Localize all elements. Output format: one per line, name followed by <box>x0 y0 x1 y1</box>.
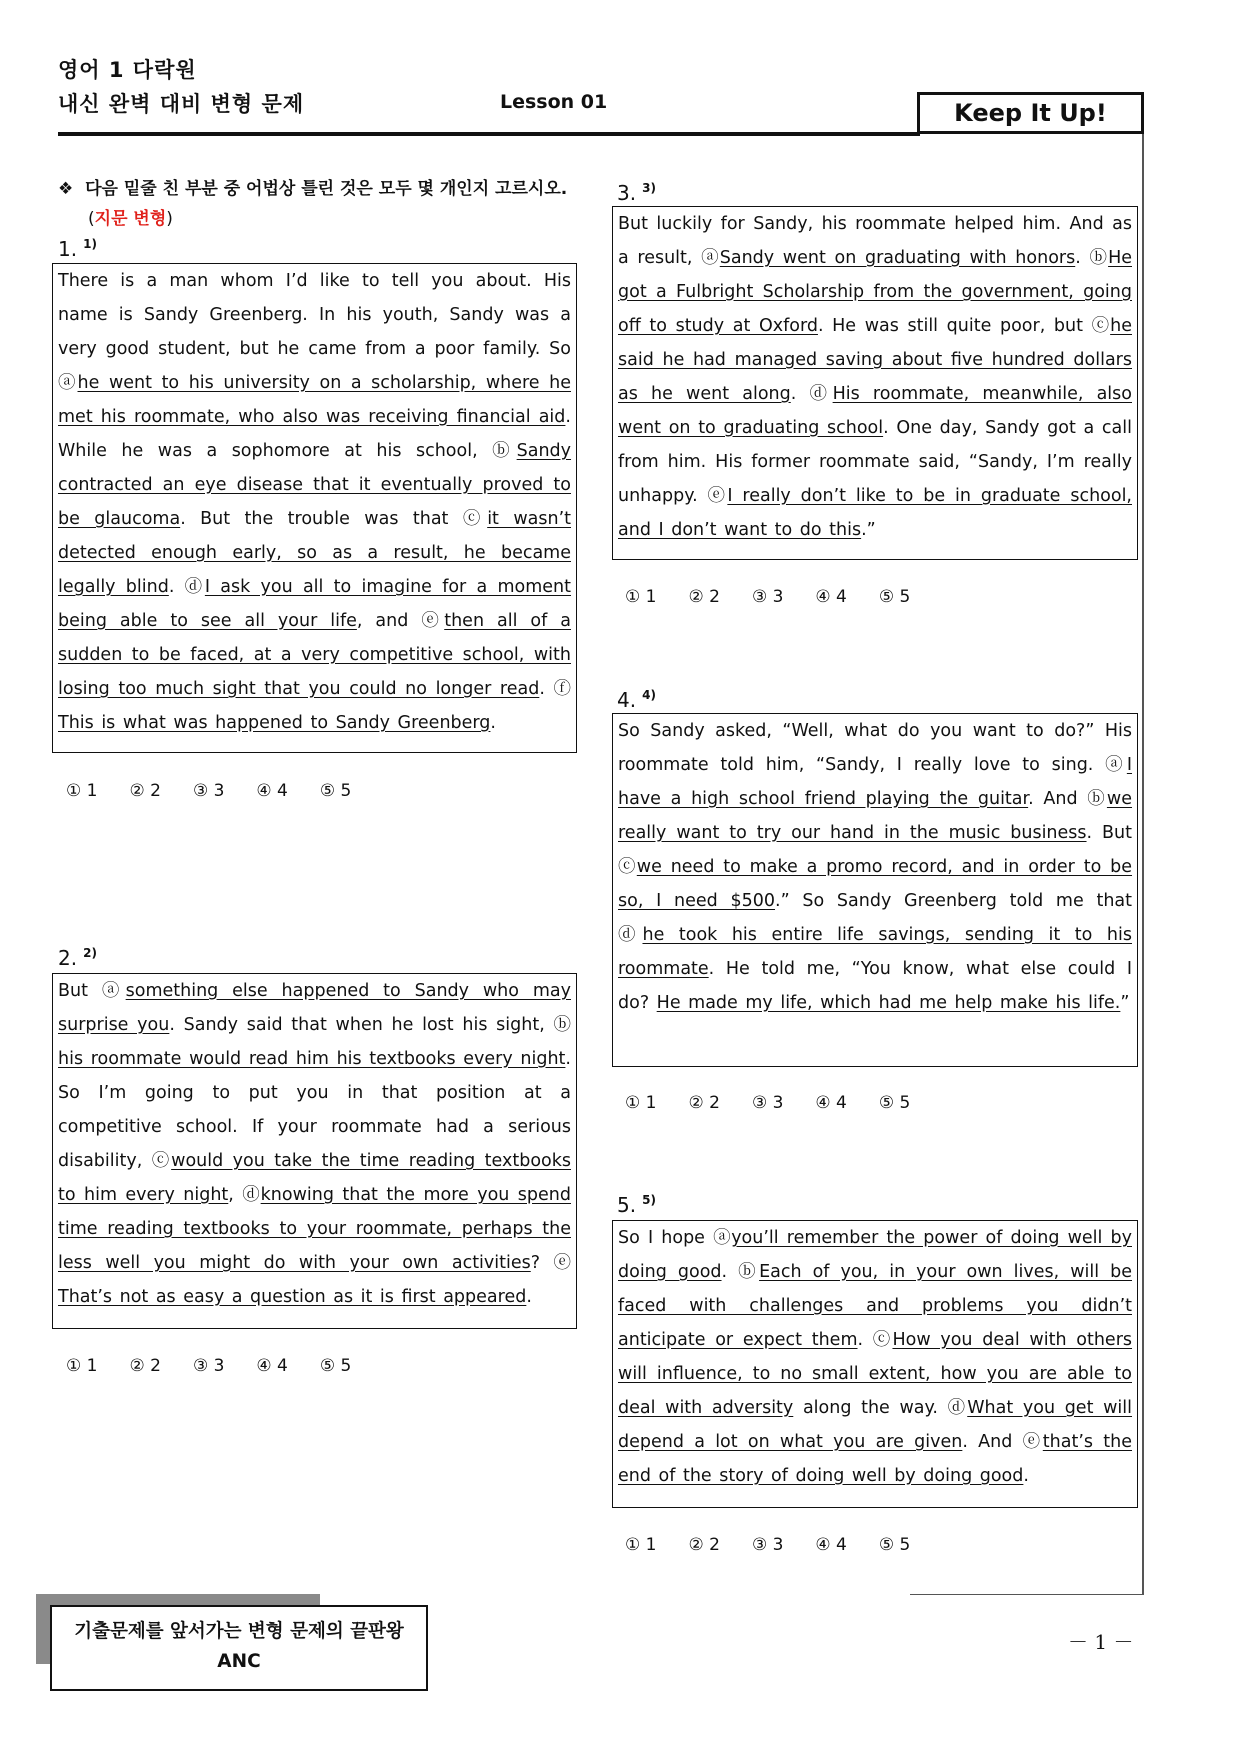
footnote-ref: 2) <box>83 946 97 960</box>
bullet-icon: ❖ <box>58 179 74 199</box>
footer-brand-box <box>50 1605 428 1691</box>
underlined-phrase: How you deal with others will influence, to no small extent, how you are able to deal with adversity <box>618 1330 1133 1418</box>
passage-text: ⓓ <box>184 577 205 597</box>
passage-text: . Sandy said that when he lost his sight, <box>169 1015 554 1035</box>
answer-choice-3[interactable]: ③ 3 <box>192 781 225 801</box>
passage-text: ⓓ <box>947 1398 968 1418</box>
underlined-phrase: I have a high school friend playing the guitar <box>618 755 1133 809</box>
passage-text: . But <box>1086 823 1132 843</box>
passage-text: . And <box>962 1432 1023 1452</box>
passage-text: So I hope <box>618 1228 714 1248</box>
bottom-margin-rule <box>910 1594 1144 1595</box>
underlined-phrase: that’s the end of the story of doing well by doing good <box>618 1432 1132 1486</box>
footnote-ref: 4) <box>642 688 656 702</box>
answer-choice-2[interactable]: ② 2 <box>129 1356 161 1376</box>
page-number: － 1 － <box>1068 1630 1134 1654</box>
passage-text: . So I’m going to put you in that position at a competitive school. If your roommate had a serious disability, <box>58 1049 571 1171</box>
passage-text: .” <box>861 520 876 540</box>
passage-text: . <box>1075 248 1090 268</box>
question-3-choices <box>625 587 942 607</box>
answer-choice-2[interactable]: ② 2 <box>129 781 161 801</box>
passage-text: ⓒ <box>462 509 488 529</box>
passage-text: . One day, Sandy got a call from him. His former roommate said, “Sandy, I’m really unhappy. <box>618 418 1132 506</box>
answer-choice-3[interactable]: ③ 3 <box>751 1093 784 1113</box>
footer-slogan: 기출문제를 앞서가는 변형 문제의 끝판왕 <box>74 1621 404 1642</box>
underlined-phrase: He made my life, which had me help make his life. <box>656 993 1121 1013</box>
passage-text: ⓓ <box>618 925 643 945</box>
passage-text: ⓑ <box>492 441 517 461</box>
underlined-phrase: his roommate would read him his textbooks every night <box>58 1049 566 1069</box>
subject-heading: 영어 1 다락원 <box>58 58 197 82</box>
instruction-note <box>58 204 578 234</box>
badge-text: Keep It Up! <box>954 99 1107 127</box>
passage-text: ⓑ <box>553 1015 572 1035</box>
answer-choice-1[interactable]: ① 1 <box>66 1356 98 1376</box>
passage-text: along the way. <box>793 1398 948 1418</box>
passage-text: . <box>168 577 185 597</box>
passage-text: ⓐ <box>701 248 720 268</box>
question-number: 1. <box>58 237 78 261</box>
underlined-phrase: we really want to try our hand in the music business <box>618 789 1133 843</box>
answer-choice-5[interactable]: ⑤ 5 <box>319 781 352 801</box>
passage-text: . He told me, “You know, what else could I do? <box>618 959 1132 1013</box>
passage-text: . <box>721 1262 739 1282</box>
answer-choice-5[interactable]: ⑤ 5 <box>319 1356 352 1376</box>
passage-text: ⓒ <box>872 1330 893 1350</box>
question-number: 4. <box>617 688 637 712</box>
underlined-phrase: he took his entire life savings, sending it to his roommate <box>618 925 1132 979</box>
underlined-phrase: Each of you, in your own lives, will be faced with challenges and problems you didn’t anticipate or expect them <box>618 1262 1132 1350</box>
passage-text: ⓒ <box>1091 316 1111 336</box>
note-text: 지문 변형 <box>94 209 167 229</box>
answer-choice-3[interactable]: ③ 3 <box>751 1535 784 1555</box>
passage-text: . <box>857 1330 873 1350</box>
question-number: 2. <box>58 946 78 970</box>
underlined-phrase: Sandy contracted an eye disease that it eventually proved to be glaucoma <box>58 441 572 529</box>
passage-text: . <box>490 713 496 733</box>
passage-text: ⓔ <box>553 1253 571 1273</box>
passage-text: ⓒ <box>151 1151 172 1171</box>
question-5-number <box>617 1193 656 1217</box>
answer-choice-4[interactable]: ④ 4 <box>815 1093 847 1113</box>
answer-choice-4[interactable]: ④ 4 <box>815 587 847 607</box>
question-1-number <box>58 237 97 261</box>
answer-choice-2[interactable]: ② 2 <box>688 1535 720 1555</box>
right-margin-rule <box>1142 134 1144 1594</box>
question-1-choices <box>66 781 383 801</box>
passage-text: . <box>1023 1466 1029 1486</box>
passage-text: There is a man whom I’d like to tell you about. His name is Sandy Greenberg. In his youth, Sandy was a very good student, but he came from a poor family. So <box>58 271 571 359</box>
underlined-phrase: This is what was happened to Sandy Greenberg <box>58 713 491 733</box>
passage-text: ⓑ <box>738 1262 760 1282</box>
underlined-phrase: I really don’t like to be in graduate school, and I don’t want to do this <box>618 486 1132 540</box>
answer-choice-3[interactable]: ③ 3 <box>192 1356 225 1376</box>
passage-text: . While he was a sophomore at his school, <box>58 407 571 461</box>
answer-choice-2[interactable]: ② 2 <box>688 1093 720 1113</box>
passage-text: But <box>58 981 102 1001</box>
question-number: 5. <box>617 1193 637 1217</box>
question-1-passage <box>52 263 577 753</box>
note-close: ) <box>166 209 173 229</box>
answer-choice-1[interactable]: ① 1 <box>66 781 98 801</box>
underlined-phrase: you’ll remember the power of doing well by doing good <box>618 1228 1132 1282</box>
underlined-phrase: knowing that the more you spend time reading textbooks to your roommate, perhaps the less well you might do with your own activities <box>58 1185 571 1273</box>
footnote-ref: 5) <box>642 1193 656 1207</box>
answer-choice-1[interactable]: ① 1 <box>625 587 657 607</box>
passage-text: ⓕ <box>553 679 571 699</box>
passage-text: .” So Sandy Greenberg told me that <box>775 891 1132 911</box>
header-divider <box>58 132 920 136</box>
footnote-ref: 3) <box>642 181 656 195</box>
underlined-phrase: I ask you all to imagine for a moment being able to see all your life <box>58 577 572 631</box>
question-4-choices <box>625 1093 942 1113</box>
answer-choice-1[interactable]: ① 1 <box>625 1093 657 1113</box>
instruction-line <box>58 174 578 204</box>
underlined-phrase: His roommate, meanwhile, also went on to graduating school <box>618 384 1132 438</box>
question-3-passage <box>612 206 1138 560</box>
question-2-choices <box>66 1356 383 1376</box>
underlined-phrase: he went to his university on a scholarship, where he met his roommate, who also was receiving financial aid <box>58 373 571 427</box>
underlined-phrase: he said he had managed saving about five hundred dollars as he went along <box>618 316 1132 404</box>
passage-text: ⓒ <box>618 857 637 877</box>
lesson-label: Lesson 01 <box>500 91 608 113</box>
answer-choice-5[interactable]: ⑤ 5 <box>878 1093 911 1113</box>
underlined-phrase: it wasn’t detected enough early, so as a result, he became legally blind <box>58 509 571 597</box>
passage-text: ⓓ <box>809 384 833 404</box>
passage-text: ⓔ <box>421 611 445 631</box>
document-title: 내신 완벽 대비 변형 문제 <box>58 92 305 116</box>
footer-brand: ANC <box>217 1651 261 1672</box>
passage-text: . He was still quite poor, but <box>817 316 1092 336</box>
question-number: 3. <box>617 181 637 205</box>
underlined-phrase: then all of a sudden to be faced, at a very competitive school, with losing too much sight that you could no longer read <box>58 611 571 699</box>
answer-choice-1[interactable]: ① 1 <box>625 1535 657 1555</box>
passage-text: So Sandy asked, “Well, what do you want to do?” His roommate told him, “Sandy, I really love to sing. <box>618 721 1132 775</box>
answer-choice-4[interactable]: ④ 4 <box>256 1356 288 1376</box>
passage-text: But luckily for Sandy, his roommate helped him. And as a result, <box>618 214 1132 268</box>
note-open: ( <box>88 209 95 229</box>
underlined-phrase: something else happened to Sandy who may surprise you <box>58 981 571 1035</box>
passage-text: ⓑ <box>1087 789 1107 809</box>
underlined-phrase: we need to make a promo record, and in order to be so, I need $500 <box>618 857 1133 911</box>
answer-choice-4[interactable]: ④ 4 <box>256 781 288 801</box>
question-3-number <box>617 181 656 205</box>
answer-choice-4[interactable]: ④ 4 <box>815 1535 847 1555</box>
instruction-text: 다음 밑줄 친 부분 중 어법상 틀린 것은 모두 몇 개인지 고르시오. <box>85 179 568 199</box>
question-5-choices <box>625 1535 942 1555</box>
passage-text: . <box>526 1287 532 1307</box>
question-5-passage <box>612 1220 1138 1508</box>
answer-choice-5[interactable]: ⑤ 5 <box>878 1535 911 1555</box>
passage-text: ⓐ <box>1105 755 1127 775</box>
question-4-number <box>617 688 656 712</box>
passage-text: ⓑ <box>1089 248 1109 268</box>
underlined-phrase: Sandy went on graduating with honors <box>719 248 1076 268</box>
passage-text: . <box>539 679 554 699</box>
question-4-passage <box>612 713 1138 1067</box>
passage-text: , <box>228 1185 243 1205</box>
passage-text: . And <box>1028 789 1088 809</box>
underlined-phrase: He got a Fulbright Scholarship from the government, going off to study at Oxford <box>618 248 1132 336</box>
footnote-ref: 1) <box>83 237 97 251</box>
answer-choice-3[interactable]: ③ 3 <box>751 587 784 607</box>
underlined-phrase: What you get will depend a lot on what you are given <box>618 1398 1133 1452</box>
passage-text: . But the trouble was that <box>180 509 463 529</box>
passage-text: ⓔ <box>1022 1432 1043 1452</box>
passage-text: . <box>790 384 810 404</box>
passage-text: ⓐ <box>713 1228 732 1248</box>
answer-choice-2[interactable]: ② 2 <box>688 587 720 607</box>
keep-it-up-badge <box>917 92 1144 134</box>
underlined-phrase: would you take the time reading textbooks to him every night <box>58 1151 571 1205</box>
passage-text: , and <box>356 611 422 631</box>
passage-text: ⓔ <box>707 486 728 506</box>
passage-text: ⓓ <box>242 1185 261 1205</box>
passage-text: ? <box>530 1253 554 1273</box>
question-2-passage <box>52 973 577 1329</box>
instruction <box>58 174 578 234</box>
answer-choice-5[interactable]: ⑤ 5 <box>878 587 911 607</box>
passage-text: ” <box>1120 993 1130 1013</box>
question-2-number <box>58 946 97 970</box>
passage-text: ⓐ <box>58 373 78 393</box>
underlined-phrase: That’s not as easy a question as it is first appeared <box>58 1287 527 1307</box>
passage-text: ⓐ <box>101 981 126 1001</box>
